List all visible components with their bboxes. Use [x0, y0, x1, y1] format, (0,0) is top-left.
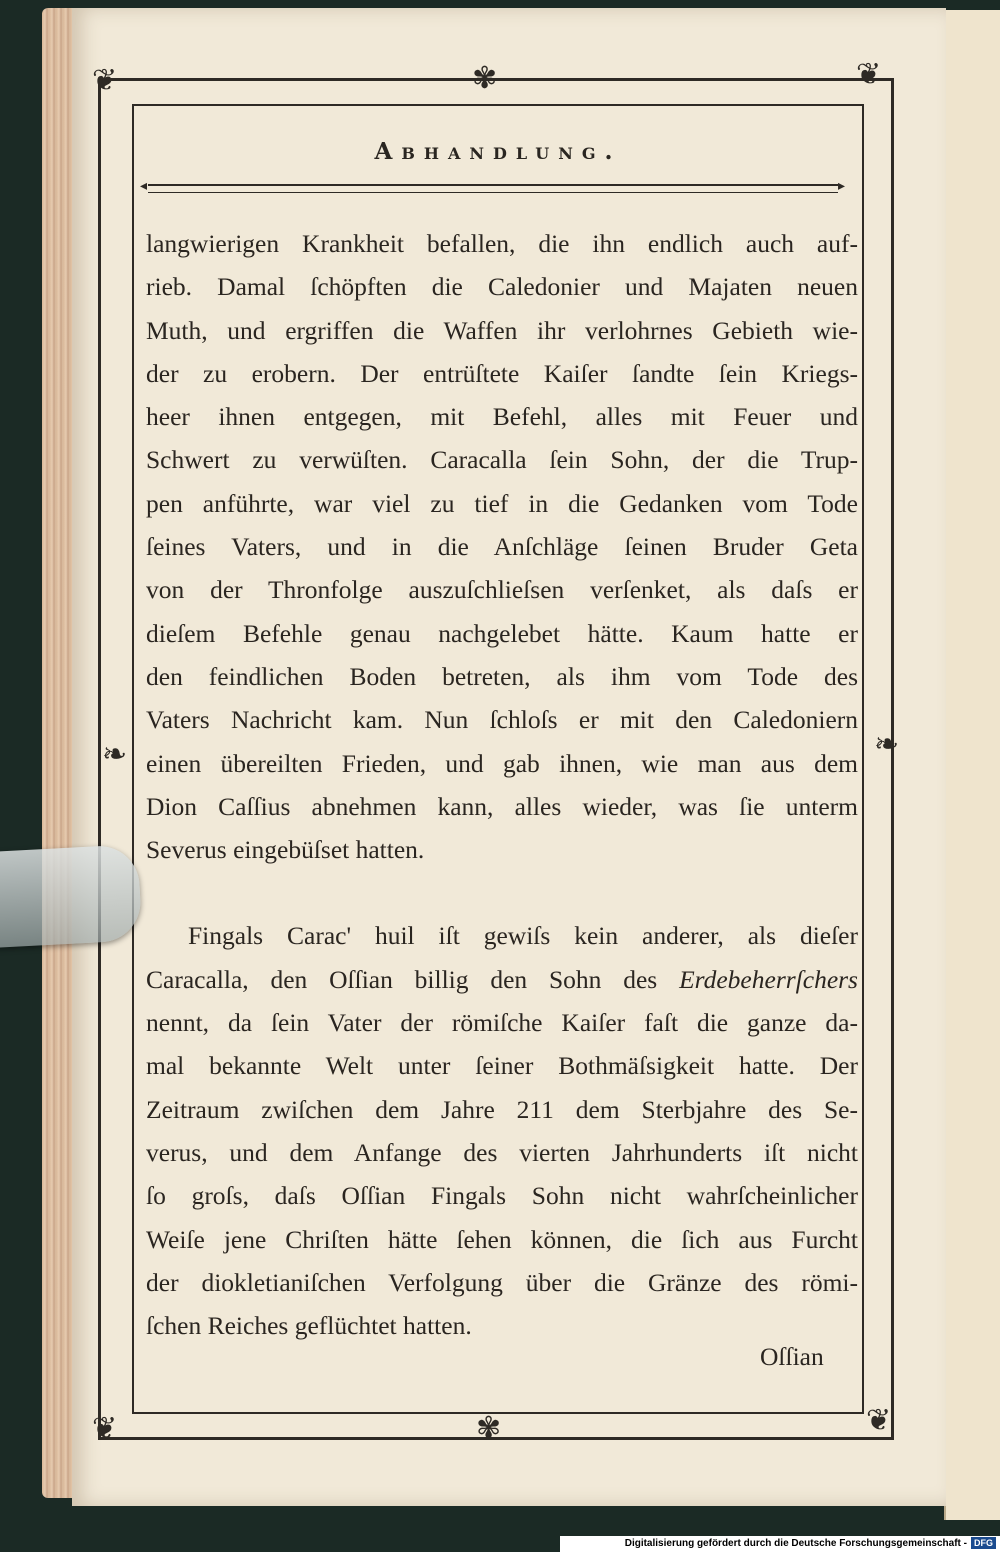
text-line: mal bekannte Welt unter ſeiner Bothmäſsigkeit hatte. Der — [146, 1051, 858, 1081]
text-line: Vaters Nachricht kam. Nun ſchloſs er mit den Caledoniern — [146, 705, 858, 735]
left-side-ornament-icon: ❧ — [102, 737, 128, 772]
text-line: Zeitraum zwiſchen dem Jahre 211 dem Sterbjahre des Se- — [146, 1094, 858, 1124]
paragraph-2 — [146, 914, 858, 1347]
text-line: langwierigen Krankheit befallen, die ihn endlich auch auf- — [146, 229, 858, 258]
text-line: verus, und dem Anfange des vierten Jahrhunderts iſt nicht — [146, 1137, 858, 1167]
text-line: nennt, da ſein Vater der römiſche Kaiſer faſt die ganze da- — [146, 1008, 858, 1038]
text-line: Fingals Carac' huil iſt gewiſs kein anderer, als dieſer — [188, 921, 858, 951]
catchword: Oſſian — [760, 1342, 824, 1371]
corner-ornament-icon: ❦ — [92, 63, 118, 98]
dfg-logo: DFG — [971, 1537, 996, 1549]
text-line: ſo groſs, daſs Oſſian Fingals Sohn nicht wahrſcheinlicher — [146, 1181, 858, 1211]
text-line — [146, 958, 858, 1001]
text-line: Dion Caſſius abnehmen kann, alles wieder, was ſie unterm — [146, 791, 858, 821]
text-line: Weiſe jene Chriſten hätte ſehen können, die ſich aus Furcht — [146, 1224, 858, 1254]
text-line: heer ihnen entgegen, mit Befehl, alles mit Feuer und — [146, 402, 858, 432]
text-line: von der Thronfolge auszuſchlieſsen verſenket, als daſs er — [146, 575, 858, 605]
rule-end-icon: ◂ — [140, 178, 148, 194]
text-line: ſeines Vaters, und in die Anſchläge ſeinen Bruder Geta — [146, 532, 858, 562]
text-line: Severus eingebüſset hatten. — [146, 835, 425, 865]
text-line: der diokletianiſchen Verfolgung über die Gränze des römi- — [146, 1267, 858, 1297]
corner-ornament-icon: ❦ — [856, 57, 882, 92]
text-line: Muth, und ergriffen die Waffen ihr verlohrnes Gebieth wie- — [146, 315, 858, 345]
footer-text: Digitalisierung gefördert durch die Deutsche Forschungsgemeinschaft - — [624, 1538, 967, 1549]
digitization-footer — [560, 1536, 1000, 1552]
text-line: einen übereilten Frieden, und gab ihnen, wie man aus dem — [146, 748, 858, 778]
paragraph-1 — [146, 222, 858, 871]
italic-term: Erdebeherrſchers — [679, 964, 858, 994]
running-head: Abhandlung. — [374, 138, 622, 165]
facing-page-edge — [944, 10, 1000, 1520]
right-side-ornament-icon: ❧ — [874, 727, 900, 762]
top-center-ornament-icon: ✾ — [472, 61, 498, 96]
text-line: dieſem Befehle genau nachgelebet hätte. Kaum hatte er — [146, 618, 858, 648]
corner-ornament-icon: ❦ — [92, 1411, 118, 1446]
rule-end-icon: ▸ — [838, 178, 846, 194]
text-line: rieb. Damal ſchöpften die Caledonier und Majaten neuen — [146, 272, 858, 302]
page-clip — [0, 844, 142, 948]
text-line: der zu erobern. Der entrüſtete Kaiſer ſandte ſein Kriegs- — [146, 358, 858, 388]
text-line: den feindlichen Boden betreten, als ihm vom Tode des — [146, 661, 858, 691]
text-line: pen anführte, war viel zu tief in die Gedanken vom Tode — [146, 488, 858, 518]
paragraph-gap — [146, 871, 858, 914]
text-line: Schwert zu verwüſten. Caracalla ſein Sohn, der die Trup- — [146, 445, 858, 475]
bottom-center-ornament-icon: ✾ — [476, 1411, 502, 1446]
head-rule — [148, 184, 838, 193]
corner-ornament-icon: ❦ — [866, 1403, 892, 1438]
body-text — [146, 222, 858, 1347]
text-run: Caracalla, den Oſſian billig den Sohn des — [146, 964, 680, 994]
text-line: ſchen Reiches geflüchtet hatten. — [146, 1311, 472, 1341]
